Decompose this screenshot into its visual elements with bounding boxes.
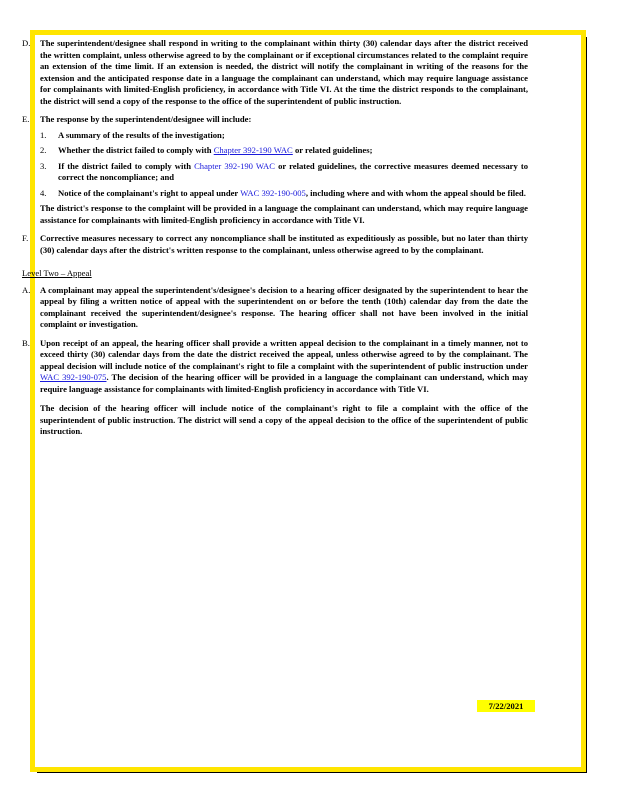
section-text: Corrective measures necessary to correct any noncompliance shall be instituted as expeditiously as possible, but no later than thirty (30) calendar days after the district's written response to the complainant, unless otherwise agreed to by the complainant. (40, 233, 528, 255)
section-e (22, 114, 528, 226)
item-text (58, 145, 528, 157)
section-label: B. (22, 337, 30, 348)
list-item (40, 161, 528, 184)
list-item (40, 130, 528, 142)
section-label: A. (22, 284, 31, 295)
item-number: 3. (40, 160, 47, 171)
item-number: 1. (40, 129, 47, 140)
item-text (58, 161, 528, 184)
section-text (40, 338, 528, 396)
document-body (22, 38, 528, 445)
item-text-before: If the district failed to comply with (58, 160, 195, 171)
item-text-after: , including where and with whom the appeal should be filed. (305, 187, 526, 198)
section-text-before: Upon receipt of an appeal, the hearing officer shall provide a written appeal decision to the complainant in a timely manner, not to exceed thirty (30) calendar days from the date the district received the appeal, unless otherwise agreed to by the complainant. The appeal decision will include notice of the complainant's right to file a complaint with the superintendent of public instruction under (40, 337, 528, 371)
list-item (40, 145, 528, 157)
section-intro: The response by the superintendent/designee will include: (40, 114, 252, 124)
item-text: A summary of the results of the investigation; (58, 129, 225, 140)
item-number: 2. (40, 145, 47, 155)
section-label: F. (22, 233, 29, 243)
section-text-after: . The decision of the hearing officer will be provided in a language the complainant can understand, which may require language assistance for complainants with limited-English proficiency in accordance with Title VI. (40, 372, 528, 394)
section-b (22, 338, 528, 438)
item-text-before: Notice of the complainant's right to appeal under (58, 187, 241, 198)
section-label: D. (22, 38, 31, 48)
item-text (58, 188, 528, 200)
section-a (22, 285, 528, 331)
section-paragraph: The decision of the hearing officer will include notice of the complainant's right to file a complaint with the office of the superintendent of public instruction. The district will send a copy of the appeal decision to the office of the superintendent of public instruction. (40, 403, 528, 436)
wac-section-link[interactable]: WAC 392-190-005 (240, 187, 306, 198)
section-text: The superintendent/designee shall respond in writing to the complainant within thirty (30) calendar days after the district received the written complaint, unless otherwise agreed to by the complainant or if exceptional circumstances related to the complaint require an extension of the time limit. If an extension is needed, the district will notify the complainant in writing of the reasons for the extension and the anticipated response date in a language the complainant can understand, which may require language assistance for complainants with limited-English proficiency, in accordance with Title VI. At the time the district responds to the complainant, the district will send a copy of the response to the office of the superintendent of public instruction. (40, 38, 528, 106)
level-two-heading: Level Two – Appeal (22, 268, 92, 278)
footer-date: 7/22/2021 (477, 700, 535, 712)
wac-chapter-link[interactable]: Chapter 392-190 WAC (194, 160, 275, 171)
item-text-after: or related guidelines; (292, 145, 373, 155)
section-f (22, 233, 528, 256)
section-d (22, 38, 528, 107)
section-text: A complainant may appeal the superintendent's/designee's decision to a hearing officer designated by the superintendent to hear the appeal by filing a written notice of appeal with the superintendent on or before the tenth (10th) calendar day from the date the complainant received the superintendent/designee's response. The hearing officer shall not have been involved in the initial complaint or investigation. (40, 284, 528, 329)
section-label: E. (22, 114, 30, 124)
item-number: 4. (40, 187, 47, 198)
list-item (40, 188, 528, 200)
section-closing: The district's response to the complaint will be provided in a language the complainant can understand, which may require language assistance for complainants with limited-English proficiency in accordance with Title VI. (40, 203, 528, 225)
wac-section-link[interactable]: WAC 392-190-075 (40, 372, 107, 382)
wac-chapter-link[interactable]: Chapter 392-190 WAC (213, 145, 293, 155)
item-text-before: Whether the district failed to comply with (58, 145, 214, 155)
item-text-after: or related guidelines, the corrective measures deemed necessary to correct the noncompliance; and (58, 160, 528, 182)
